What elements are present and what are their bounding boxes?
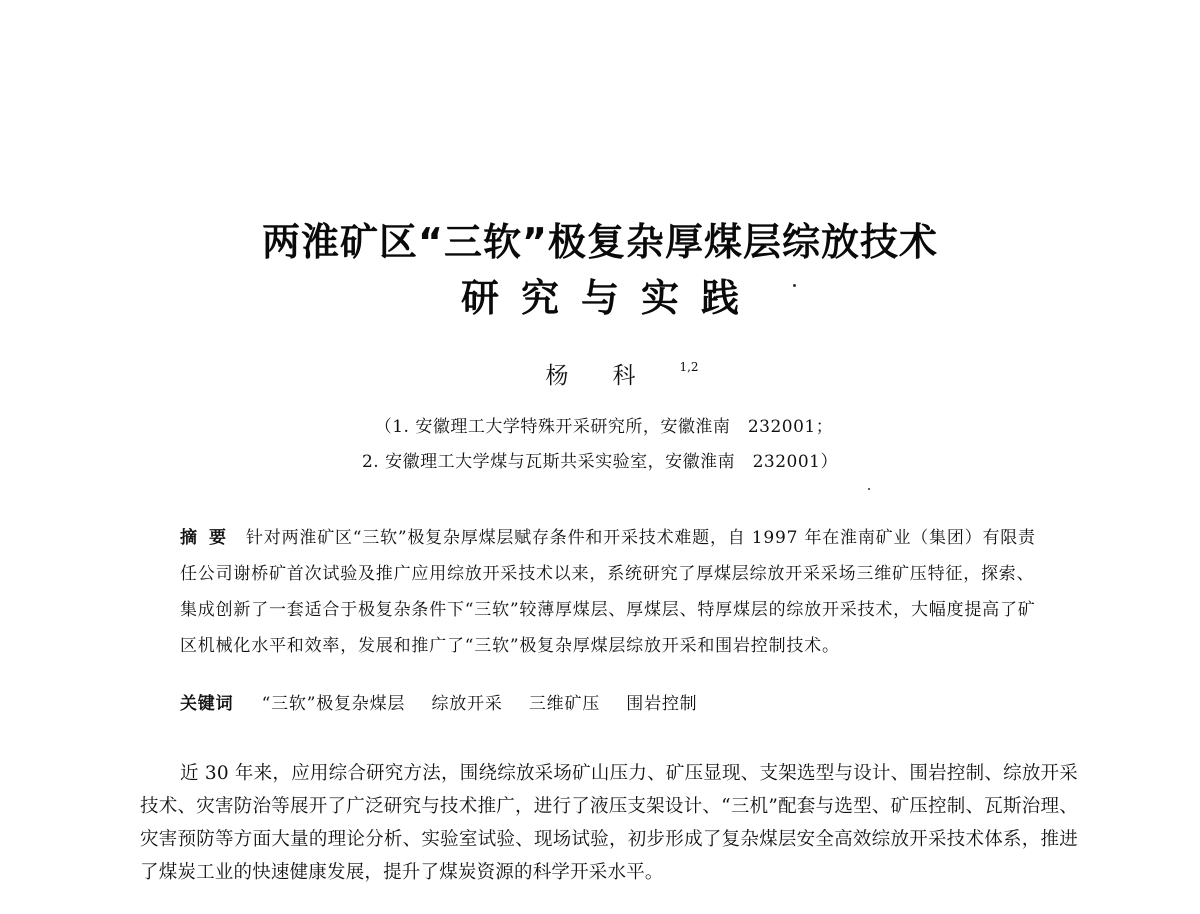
abstract-label: 摘要 — [180, 528, 238, 548]
keywords — [180, 686, 1040, 722]
abstract-text: 针对两淮矿区“三软”极复杂厚煤层赋存条件和开采技术难题，自 1997 年在淮南矿业（集团）有限责任公司谢桥矿首次试验及推广应用综放开采技术以来，系统研究了厚煤层综放开采采场三维矿压特征，探索、集成创新了一套适合于极复杂条件下“三软”较薄厚煤层、厚煤层、特厚煤层的综放开采技术，大幅度提高了矿区机械化水平和效率，发展和推广了“三软”极复杂厚煤层综放开采和围岩控制技术。 — [180, 528, 1036, 656]
scan-speck — [868, 488, 870, 490]
paper-title-line-1: 两淮矿区“三软”极复杂厚煤层综放技术 — [262, 220, 938, 264]
author-affil-marks: 1,2 — [679, 360, 699, 374]
keywords-label: 关键词 — [180, 694, 234, 714]
paper-title-line-2: 研究与实践 — [460, 276, 761, 320]
keyword-item: 三维矿压 — [528, 694, 601, 714]
author-line — [0, 352, 1200, 391]
keyword-item: “三软”极复杂煤层 — [261, 694, 406, 714]
body-paragraph: 近 30 年来，应用综合研究方法，围绕综放采场矿山压力、矿压显现、支架选型与设计、围岩控制、综放开采技术、灾害防治等展开了广泛研究与技术推广，进行了液压支架设计、“三机”配套与选型、矿压控制、瓦斯治理、灾害预防等方面大量的理论分析、实验室试验、现场试验，初步形成了复杂煤层安全高效综放开采技术体系，推进了煤炭工业的快速健康发展，提升了煤炭资源的科学开采水平。 — [140, 763, 1078, 883]
keyword-item: 围岩控制 — [626, 694, 698, 714]
scan-speck — [793, 284, 796, 287]
affiliation-2: 2. 安徽理工大学煤与瓦斯共采实验室，安徽淮南 232001） — [361, 452, 839, 472]
affiliation-1: （1. 安徽理工大学特殊开采研究所，安徽淮南 232001； — [374, 417, 834, 437]
author-name: 杨科 — [545, 363, 680, 389]
keyword-item: 综放开采 — [431, 694, 503, 714]
abstract — [180, 520, 1040, 664]
